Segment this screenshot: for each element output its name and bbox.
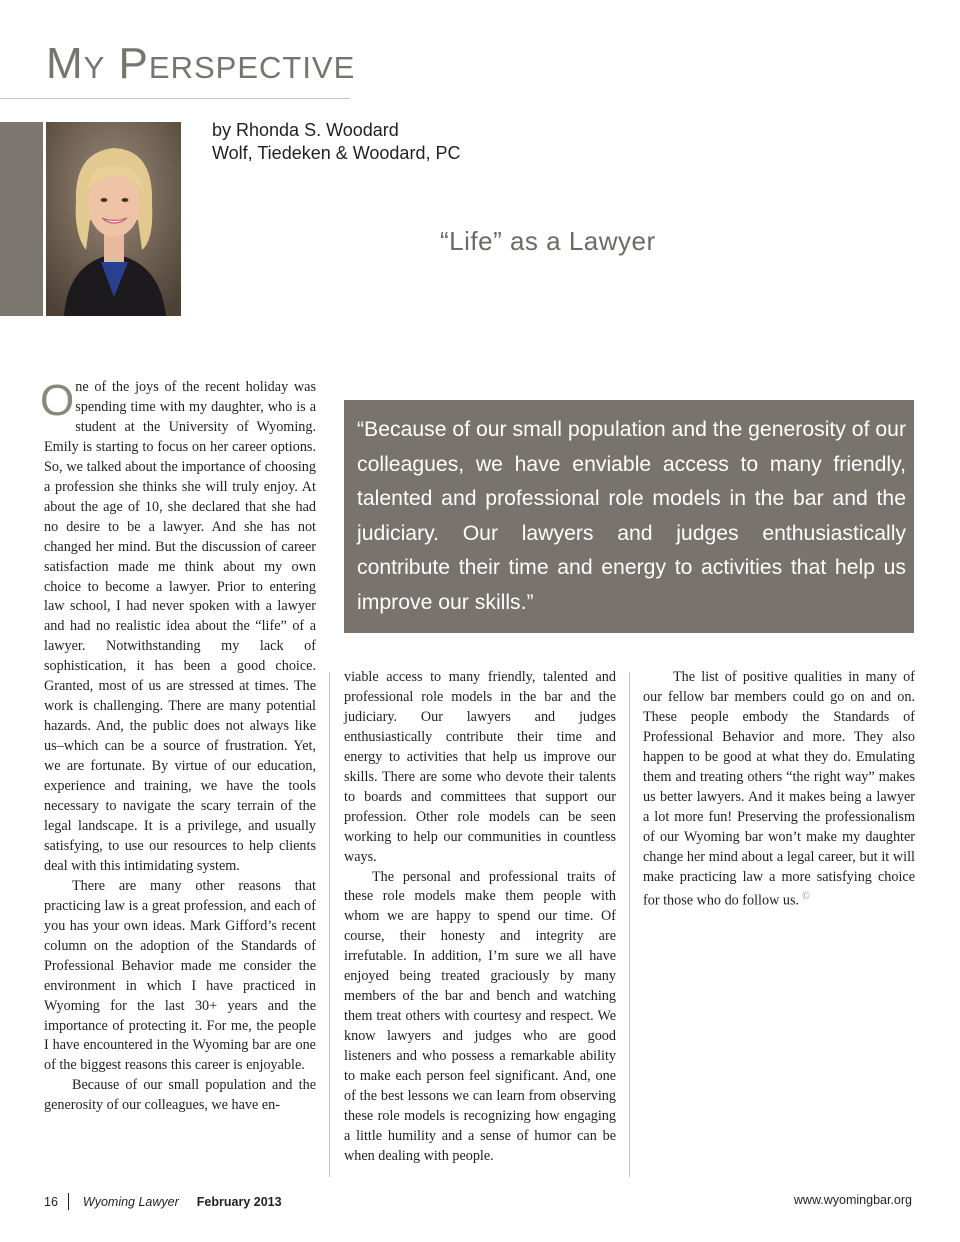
paragraph-3-continued: viable access to many friendly, talented and professional role models in the bar and the judiciary. Our lawyers and judges enthusiastically contribute their time and energy to activities that help us improve our skills. There are some who devote their talents to boards and committees that support our profession. Other role models can be seen working to help our communities in countless ways. [344,669,616,865]
column-divider [329,672,330,1177]
author-name: by Rhonda S. Woodard [212,120,399,140]
paragraph-2: There are many other reasons that practicing law is a great profession, and each of you has your own ideas. Mark Gifford’s recent column on the adoption of the Standards of Professional Behavior made me consider the environment in which I have practiced in Wyoming for the last 30+ years and the importance of protecting it. For me, the people I have encountered in the Wyoming bar are one of the biggest reasons this career is enjoyable. [44,877,316,1074]
article-title: “Life” as a Lawyer [440,226,656,256]
paragraph-1 [40,376,316,877]
paragraph-1-text: ne of the joys of the recent holiday was spending time with my daughter, who is a student at the University of Wyoming. Emily is starting to focus on her career options. So, we talked about the importance of choosing a profession she thinks she will truly enjoy. At about the age of 10, she declared that she had no desire to be a lawyer. And she has not changed her mind. But the discussion of career satisfaction made me think about my own choice to become a lawyer. Prior to entering law school, I had never spoken with a lawyer and had no realistic idea about the “life” of a lawyer. Notwithstanding my lack of sophistication, it has been a good choice. Granted, most of us are stressed at times. The work is challenging. There are many potential hazards. And, the public does not always like us–which can be a source of frustration. Yet, we are fortunate. By virtue of our education, experience and training, we have the tools necessary to navigate the scary terrain of the legal landscape. It is a privilege, and usually satisfying, to use our resources to help clients deal with this intimidating system. [44,379,316,874]
article-column-1 [40,376,316,1116]
publication-name: Wyoming Lawyer [82,1194,179,1209]
paragraph-4: The personal and professional traits of these role models make them people with whom we are happy to spend our time. Of course, their honesty and integrity are irrefutable. In addition, I’m sure we all have enjoyed being treated graciously by many members of the bar and bench and watching them treat others with courtesy and respect. We know lawyers and judges who are good listeners and who possess a remarkable ability to make each person feel significant. And, one of the best lessons we can learn from observing these role models is recognizing how engaging a little humility and a sense of humor can be when dealing with people. [344,868,616,1164]
author-firm: Wolf, Tiedeken & Woodard, PC [212,143,461,163]
footer-separator [68,1193,69,1210]
paragraph-5-text: The list of positive qualities in many of our fellow bar members could go on and on. These people embody the Standards of Professional Behavior and more. They also happen to be good at what they do. Emulating them and treating others “the right way” makes us better lawyers. And it makes being a lawyer a lot more fun! Preserving the professionalism of our Wyoming bar won’t make my daughter change her mind about a legal career, but it will make practicing law a more satisfying choice for those who do follow us. [643,669,915,910]
issue-date: February 2013 [196,1194,282,1209]
page-number: 16 [44,1194,58,1209]
author-photo [46,122,181,316]
title-divider [0,98,350,99]
paragraph-5 [643,668,915,912]
decorative-side-bar [0,122,43,316]
pull-quote: “Because of our small population and the generosity of our colleagues, we have enviable access to many friendly, talented and professional role models in the bar and the judiciary. Our lawyers and judges enthusiastically contribute their time and energy to activities that help us improve our skills.” [344,400,914,633]
author-portrait-image [46,122,181,316]
column-divider [629,672,630,1177]
article-column-2 [344,668,616,1167]
footer-left [44,1193,282,1210]
website-url[interactable]: www.wyomingbar.org [793,1193,912,1207]
drop-cap: O [40,376,75,425]
byline [212,119,460,165]
paragraph-3-start: Because of our small population and the generosity of our colleagues, we have en- [44,1077,316,1114]
section-title: My Perspective [46,39,356,88]
end-mark: © [802,891,810,903]
article-column-3 [643,668,915,912]
